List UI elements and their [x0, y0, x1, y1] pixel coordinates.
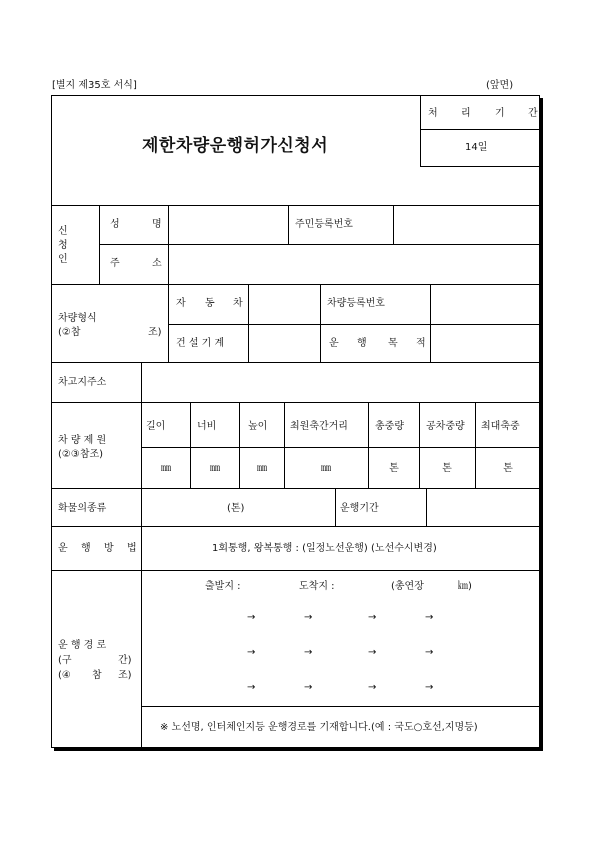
route-ref-char: 조) — [118, 670, 132, 681]
departure-label: 출발지 : — [205, 581, 241, 592]
specs-note: (②③참조) — [58, 449, 104, 460]
purpose-label-char: 운 — [329, 338, 339, 349]
spec-column-header: 공차중량 — [426, 421, 465, 432]
arrow: → — [425, 612, 434, 623]
spec-unit: ㎜ — [321, 463, 331, 474]
car-label-char: 차 — [233, 298, 243, 309]
page-side: (앞면) — [486, 80, 514, 91]
route-ref-char: (④ — [58, 670, 71, 681]
method-label-char: 법 — [127, 543, 137, 554]
route-label: 운 행 경 로 — [58, 640, 107, 651]
form-title: 제한차량운행허가신청서 — [142, 136, 329, 156]
spec-column-header: 높이 — [248, 421, 268, 432]
total-length-open: (총연장 — [391, 581, 424, 592]
route-sub-open: (구 — [58, 655, 72, 666]
arrow: → — [247, 612, 256, 623]
processing-label-char: 처 — [428, 108, 438, 119]
arrow: → — [247, 682, 256, 693]
spec-unit: 톤 — [442, 463, 452, 474]
spec-unit: 톤 — [389, 463, 399, 474]
cargo-ton-label: (톤) — [227, 503, 245, 514]
processing-value: 14일 — [465, 142, 488, 153]
construction-machine-label: 건 설 기 계 — [176, 338, 225, 349]
method-label-char: 행 — [81, 543, 91, 554]
arrow: → — [368, 682, 377, 693]
spec-column-header: 최대축중 — [481, 421, 520, 432]
spec-unit: ㎜ — [161, 463, 171, 474]
route-sub-close: 간) — [118, 655, 132, 666]
arrow: → — [368, 612, 377, 623]
resident-number-label: 주민등록번호 — [295, 219, 353, 230]
address-label-char: 주 — [110, 258, 120, 269]
processing-label-char: 리 — [461, 108, 471, 119]
operation-period-label: 운행기간 — [340, 503, 379, 514]
applicant-label-char: 청 — [58, 240, 68, 251]
specs-label: 차 량 제 원 — [58, 435, 107, 446]
registration-number-label: 차량등록번호 — [327, 298, 385, 309]
car-label-char: 자 — [176, 298, 186, 309]
spec-unit: ㎜ — [210, 463, 220, 474]
vehicle-type-note-close: 조) — [148, 327, 162, 338]
spec-column-header: 너비 — [197, 421, 217, 432]
spec-column-header: 최원축간거리 — [290, 421, 348, 432]
purpose-label-char: 적 — [416, 338, 426, 349]
arrow: → — [425, 647, 434, 658]
purpose-label-char: 목 — [388, 338, 398, 349]
arrow: → — [247, 647, 256, 658]
arrow: → — [304, 647, 313, 658]
processing-label-char: 간 — [528, 108, 538, 119]
applicant-label-char: 신 — [58, 226, 68, 237]
name-label-char: 명 — [152, 219, 162, 230]
processing-label-char: 기 — [495, 108, 505, 119]
vehicle-type-note-open: (②참 — [58, 327, 81, 338]
form-number: [별지 제35호 서식] — [52, 80, 137, 91]
arrow: → — [368, 647, 377, 658]
arrow: → — [425, 682, 434, 693]
method-label-char: 방 — [104, 543, 114, 554]
arrow: → — [304, 612, 313, 623]
spec-unit: 톤 — [503, 463, 513, 474]
address-label-char: 소 — [152, 258, 162, 269]
applicant-label-char: 인 — [58, 254, 68, 265]
garage-address-label: 차고지주소 — [58, 377, 107, 388]
purpose-label-char: 행 — [357, 338, 367, 349]
name-label-char: 성 — [110, 219, 120, 230]
route-ref-char: 참 — [92, 670, 102, 681]
vehicle-type-label: 차량형식 — [58, 313, 97, 324]
arrival-label: 도착지 : — [299, 581, 335, 592]
spec-column-header: 길이 — [146, 421, 166, 432]
application-form — [51, 95, 540, 748]
method-value: 1회통행, 왕복통행 : (일정노선운행) (노선수시변경) — [212, 543, 437, 554]
spec-column-header: 총중량 — [375, 421, 404, 432]
route-note: ※ 노선명, 인터체인지등 운행경로를 기재합니다.(예 : 국도○호선,지명등) — [160, 722, 478, 733]
total-length-close: ㎞) — [458, 581, 472, 592]
car-label-char: 동 — [205, 298, 215, 309]
arrow: → — [304, 682, 313, 693]
method-label-char: 운 — [58, 543, 68, 554]
cargo-type-label: 화물의종류 — [58, 503, 107, 514]
spec-unit: ㎜ — [257, 463, 267, 474]
